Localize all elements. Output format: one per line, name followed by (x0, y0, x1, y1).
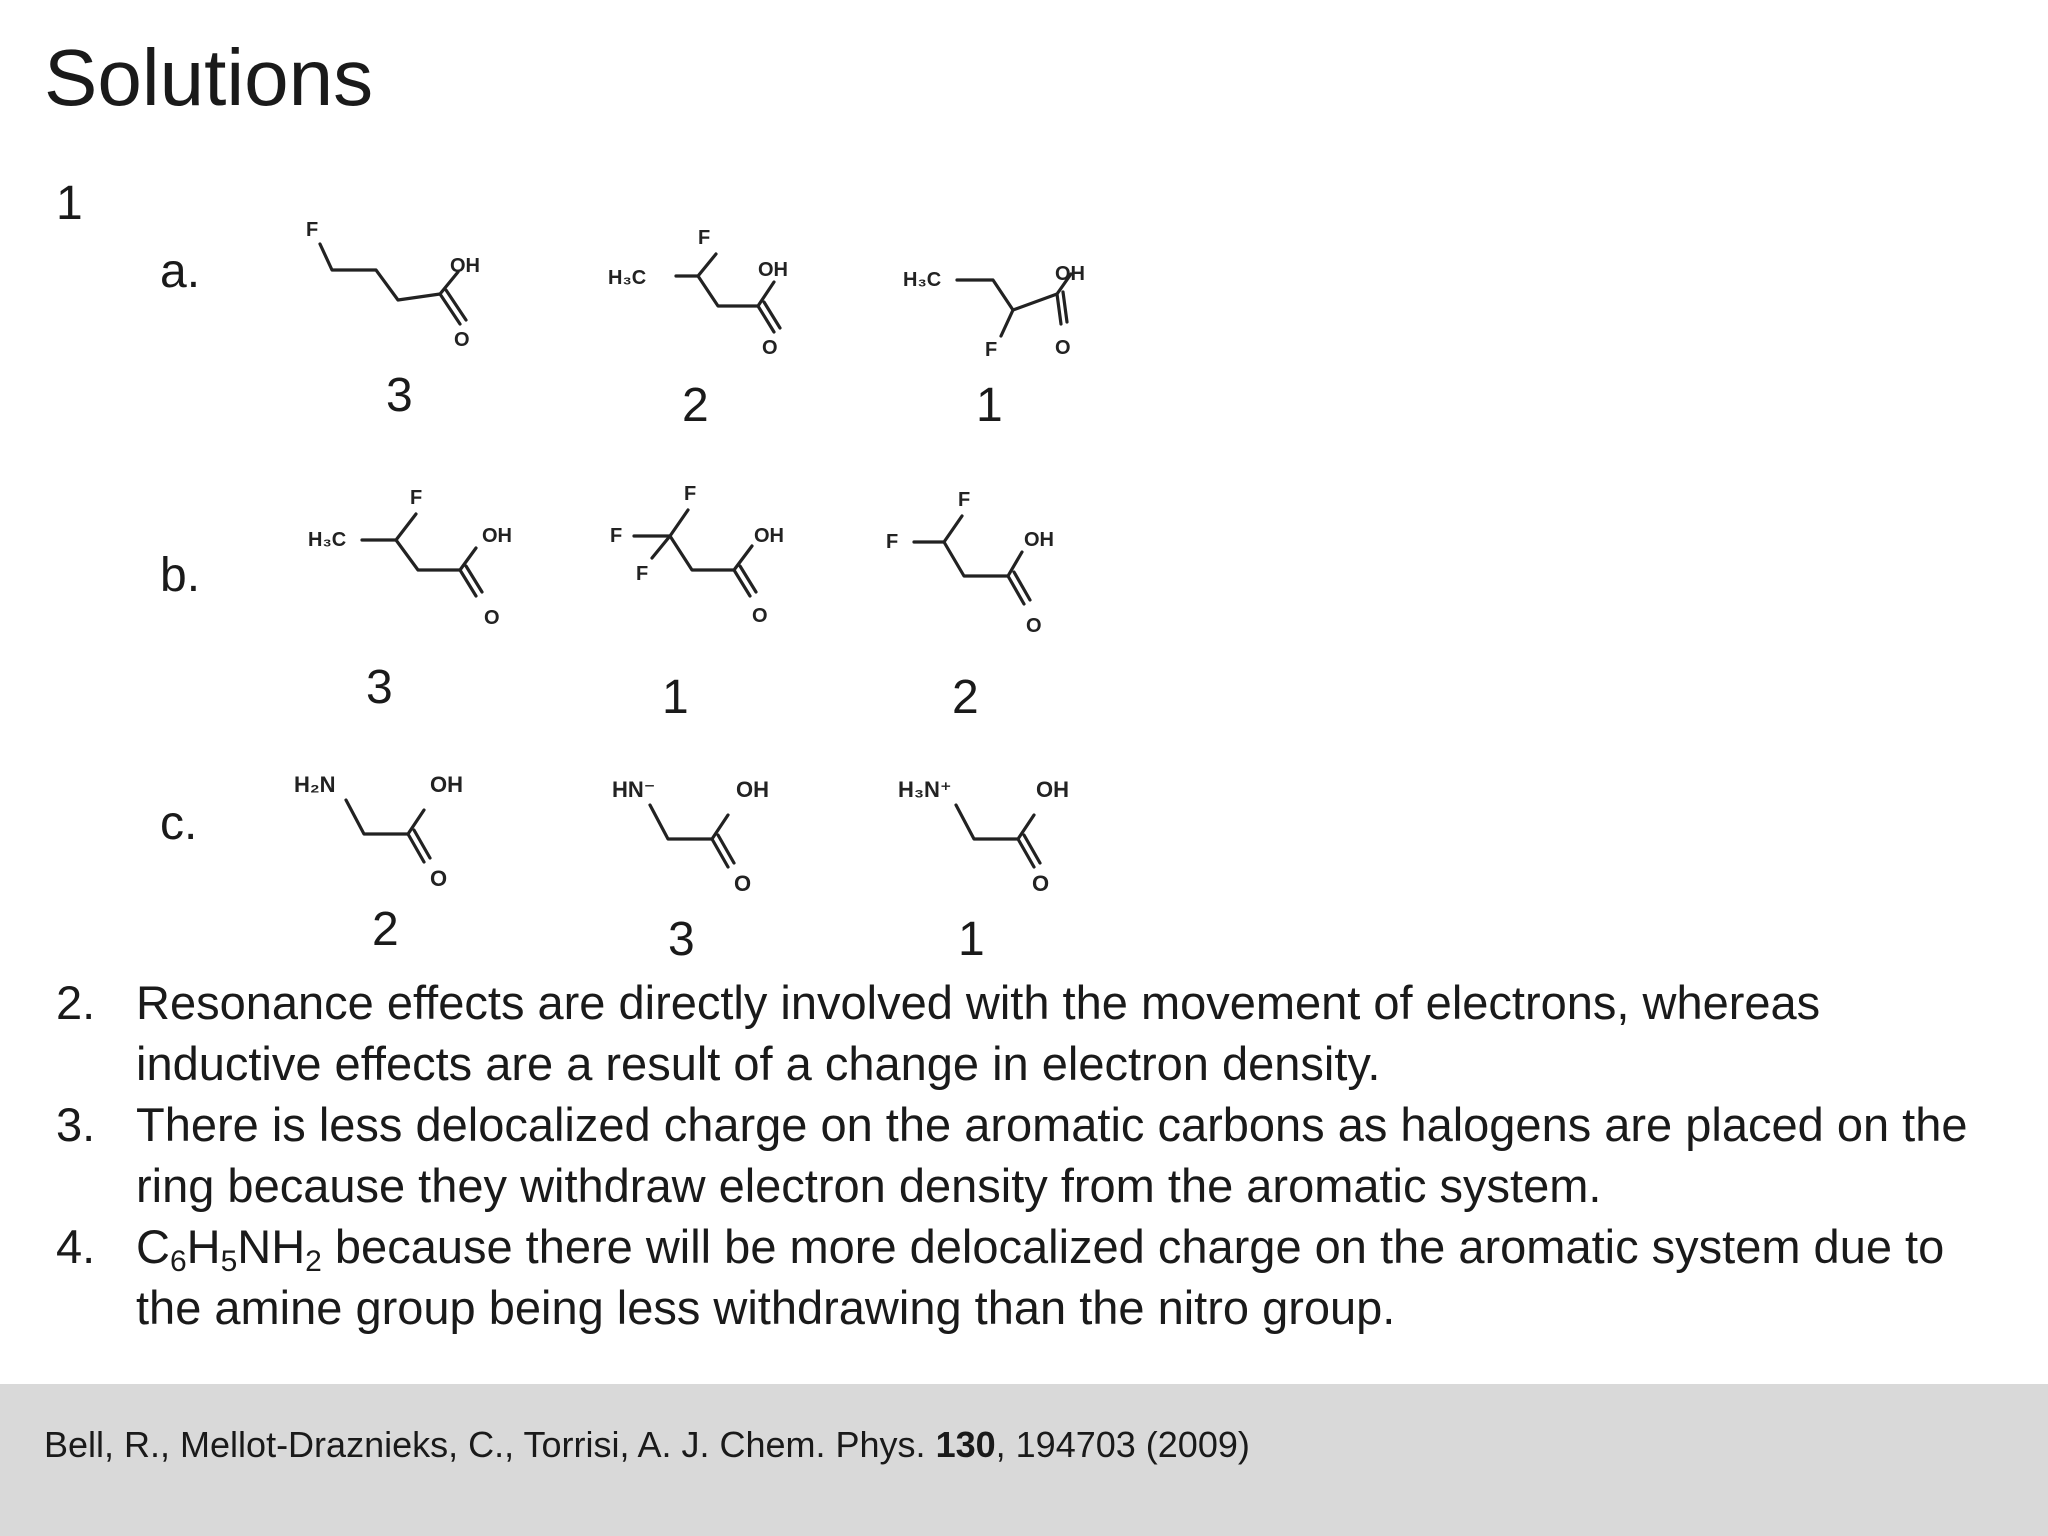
molecule-c3 (890, 765, 1120, 915)
hydroxyl-label: OH (450, 255, 480, 277)
formula (136, 1220, 322, 1278)
molecule-b1 (300, 480, 530, 630)
molecule-c1 (290, 760, 520, 910)
citation-volume: 130 (935, 1424, 996, 1465)
row-label-b: b. (160, 549, 201, 602)
molecule-a1 (290, 220, 520, 370)
methyl-label: H₃C (608, 267, 647, 289)
rank-c3: 1 (958, 913, 985, 966)
row-label-a: a. (160, 245, 201, 298)
molecule-b2 (600, 480, 830, 630)
carbonyl-oxygen-label: O (762, 337, 778, 359)
fluorine-label: F (684, 483, 697, 505)
molecule-a2 (600, 220, 830, 370)
carbonyl-oxygen-label: O (1032, 871, 1050, 896)
fluorine-label: F (306, 219, 319, 241)
formula-subscript: 6 (169, 1245, 187, 1278)
carbonyl-oxygen-label: O (752, 605, 768, 627)
hydroxyl-label: OH (482, 525, 512, 547)
methyl-label: H₃C (308, 529, 347, 551)
hydroxyl-label: OH (430, 772, 463, 797)
fluorine-label: F (636, 563, 649, 585)
answer-number: 2. (56, 976, 96, 1029)
carbonyl-oxygen-label: O (734, 871, 752, 896)
hydroxyl-label: OH (758, 259, 788, 281)
answer-text: There is less delocalized charge on the aromatic carbons as halogens are placed on the ring because they withdraw electron density from the aromatic system. (136, 1098, 1968, 1212)
fluorine-label: F (410, 487, 423, 509)
fluorine-label: F (985, 339, 998, 361)
page-title: Solutions (44, 33, 374, 122)
formula-subscript: 5 (220, 1245, 238, 1278)
amine-label: H₂N (294, 772, 336, 797)
row-label-c: c. (160, 797, 198, 850)
hydroxyl-label: OH (1055, 263, 1085, 285)
answer-text: because there will be more delocalized charge on the aromatic system due to the amine group being less withdrawing than the nitro group. (136, 1220, 1945, 1334)
methyl-label: H₃C (903, 269, 942, 291)
carbonyl-oxygen-label: O (484, 607, 500, 629)
amine-label: H₃N⁺ (898, 777, 952, 802)
molecule-a3 (895, 220, 1125, 370)
rank-b2: 1 (662, 671, 689, 724)
rank-b3: 2 (952, 671, 979, 724)
rank-a3: 1 (976, 379, 1003, 432)
carbonyl-oxygen-label: O (454, 329, 470, 351)
fluorine-label: F (610, 525, 623, 547)
hydroxyl-label: OH (754, 525, 784, 547)
hydroxyl-label: OH (736, 777, 769, 802)
answer-item (56, 972, 2016, 1094)
citation-pages-year: , 194703 (2009) (995, 1424, 1250, 1465)
rank-c1: 2 (372, 903, 399, 956)
fluorine-label: F (886, 531, 899, 553)
fluorine-label: F (958, 489, 971, 511)
rank-a1: 3 (386, 369, 413, 422)
citation-authors: Bell, R., Mellot-Draznieks, C., Torrisi, A. J. Chem. Phys. (44, 1424, 926, 1465)
footer-bar (0, 1384, 2048, 1536)
formula-part: C (136, 1220, 170, 1273)
answer-item (56, 1094, 2016, 1216)
formula-part: H (186, 1220, 221, 1273)
amine-label: HN⁻ (612, 777, 656, 802)
answers-list (56, 972, 2016, 1338)
question-1-number: 1 (56, 177, 83, 230)
formula-part: NH (237, 1220, 306, 1273)
carbonyl-oxygen-label: O (430, 866, 448, 891)
answer-text: Resonance effects are directly involved with the movement of electrons, whereas inductive effects are a result of a change in electron density. (136, 976, 1821, 1090)
hydroxyl-label: OH (1036, 777, 1069, 802)
molecule-c2 (600, 765, 830, 915)
rank-c2: 3 (668, 913, 695, 966)
carbonyl-oxygen-label: O (1055, 337, 1071, 359)
answer-number: 3. (56, 1098, 96, 1151)
answer-text-with-formula (136, 1216, 2016, 1338)
citation (44, 1424, 1250, 1466)
answer-number: 4. (56, 1220, 96, 1273)
molecule-b3 (880, 480, 1110, 637)
answer-item (56, 1216, 2016, 1338)
hydroxyl-label: OH (1024, 529, 1054, 551)
rank-b1: 3 (366, 661, 393, 714)
rank-a2: 2 (682, 379, 709, 432)
fluorine-label: F (698, 227, 711, 249)
formula-subscript: 2 (305, 1245, 322, 1278)
carbonyl-oxygen-label: O (1026, 615, 1042, 637)
